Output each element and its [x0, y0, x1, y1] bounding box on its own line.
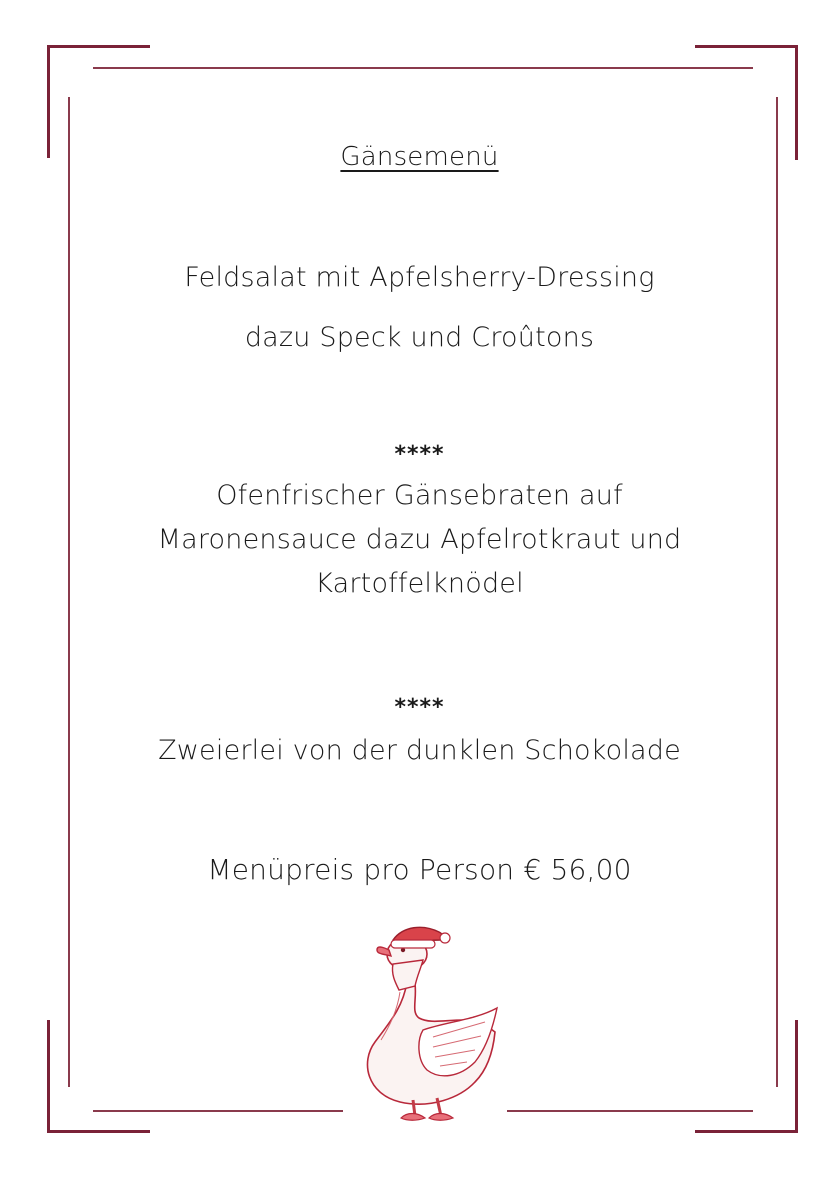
frame-corner-bottom-left-h [47, 1130, 150, 1133]
frame-inner-top [93, 67, 753, 69]
course-separator-1: **** [394, 442, 445, 467]
main-course-line-2: Maronensauce dazu Apfelrotkraut und [157, 524, 682, 555]
frame-inner-bottom-left [93, 1110, 343, 1112]
starter-line-2: dazu Speck und Croûtons [244, 322, 595, 353]
frame-corner-top-right-h [695, 45, 798, 48]
menu-title: Gänsemenü [340, 142, 499, 172]
main-course-line-3: Kartoffelknödel [315, 568, 524, 599]
frame-corner-bottom-right-h [695, 1130, 798, 1133]
frame-corner-bottom-left-v [47, 1020, 50, 1133]
course-separator-2: **** [394, 695, 445, 720]
frame-corner-bottom-right-v [795, 1020, 798, 1133]
frame-corner-top-left-h [47, 45, 150, 48]
starter-line-1: Feldsalat mit Apfelsherry-Dressing [184, 262, 655, 293]
menu-price: Menüpreis pro Person € 56,00 [207, 853, 632, 886]
frame-inner-bottom-right [507, 1110, 753, 1112]
dessert-line-1: Zweierlei von der dunklen Schokolade [158, 735, 681, 766]
main-course-line-1: Ofenfrischer Gänsebraten auf [216, 480, 623, 511]
goose-with-santa-hat-icon [345, 912, 505, 1128]
